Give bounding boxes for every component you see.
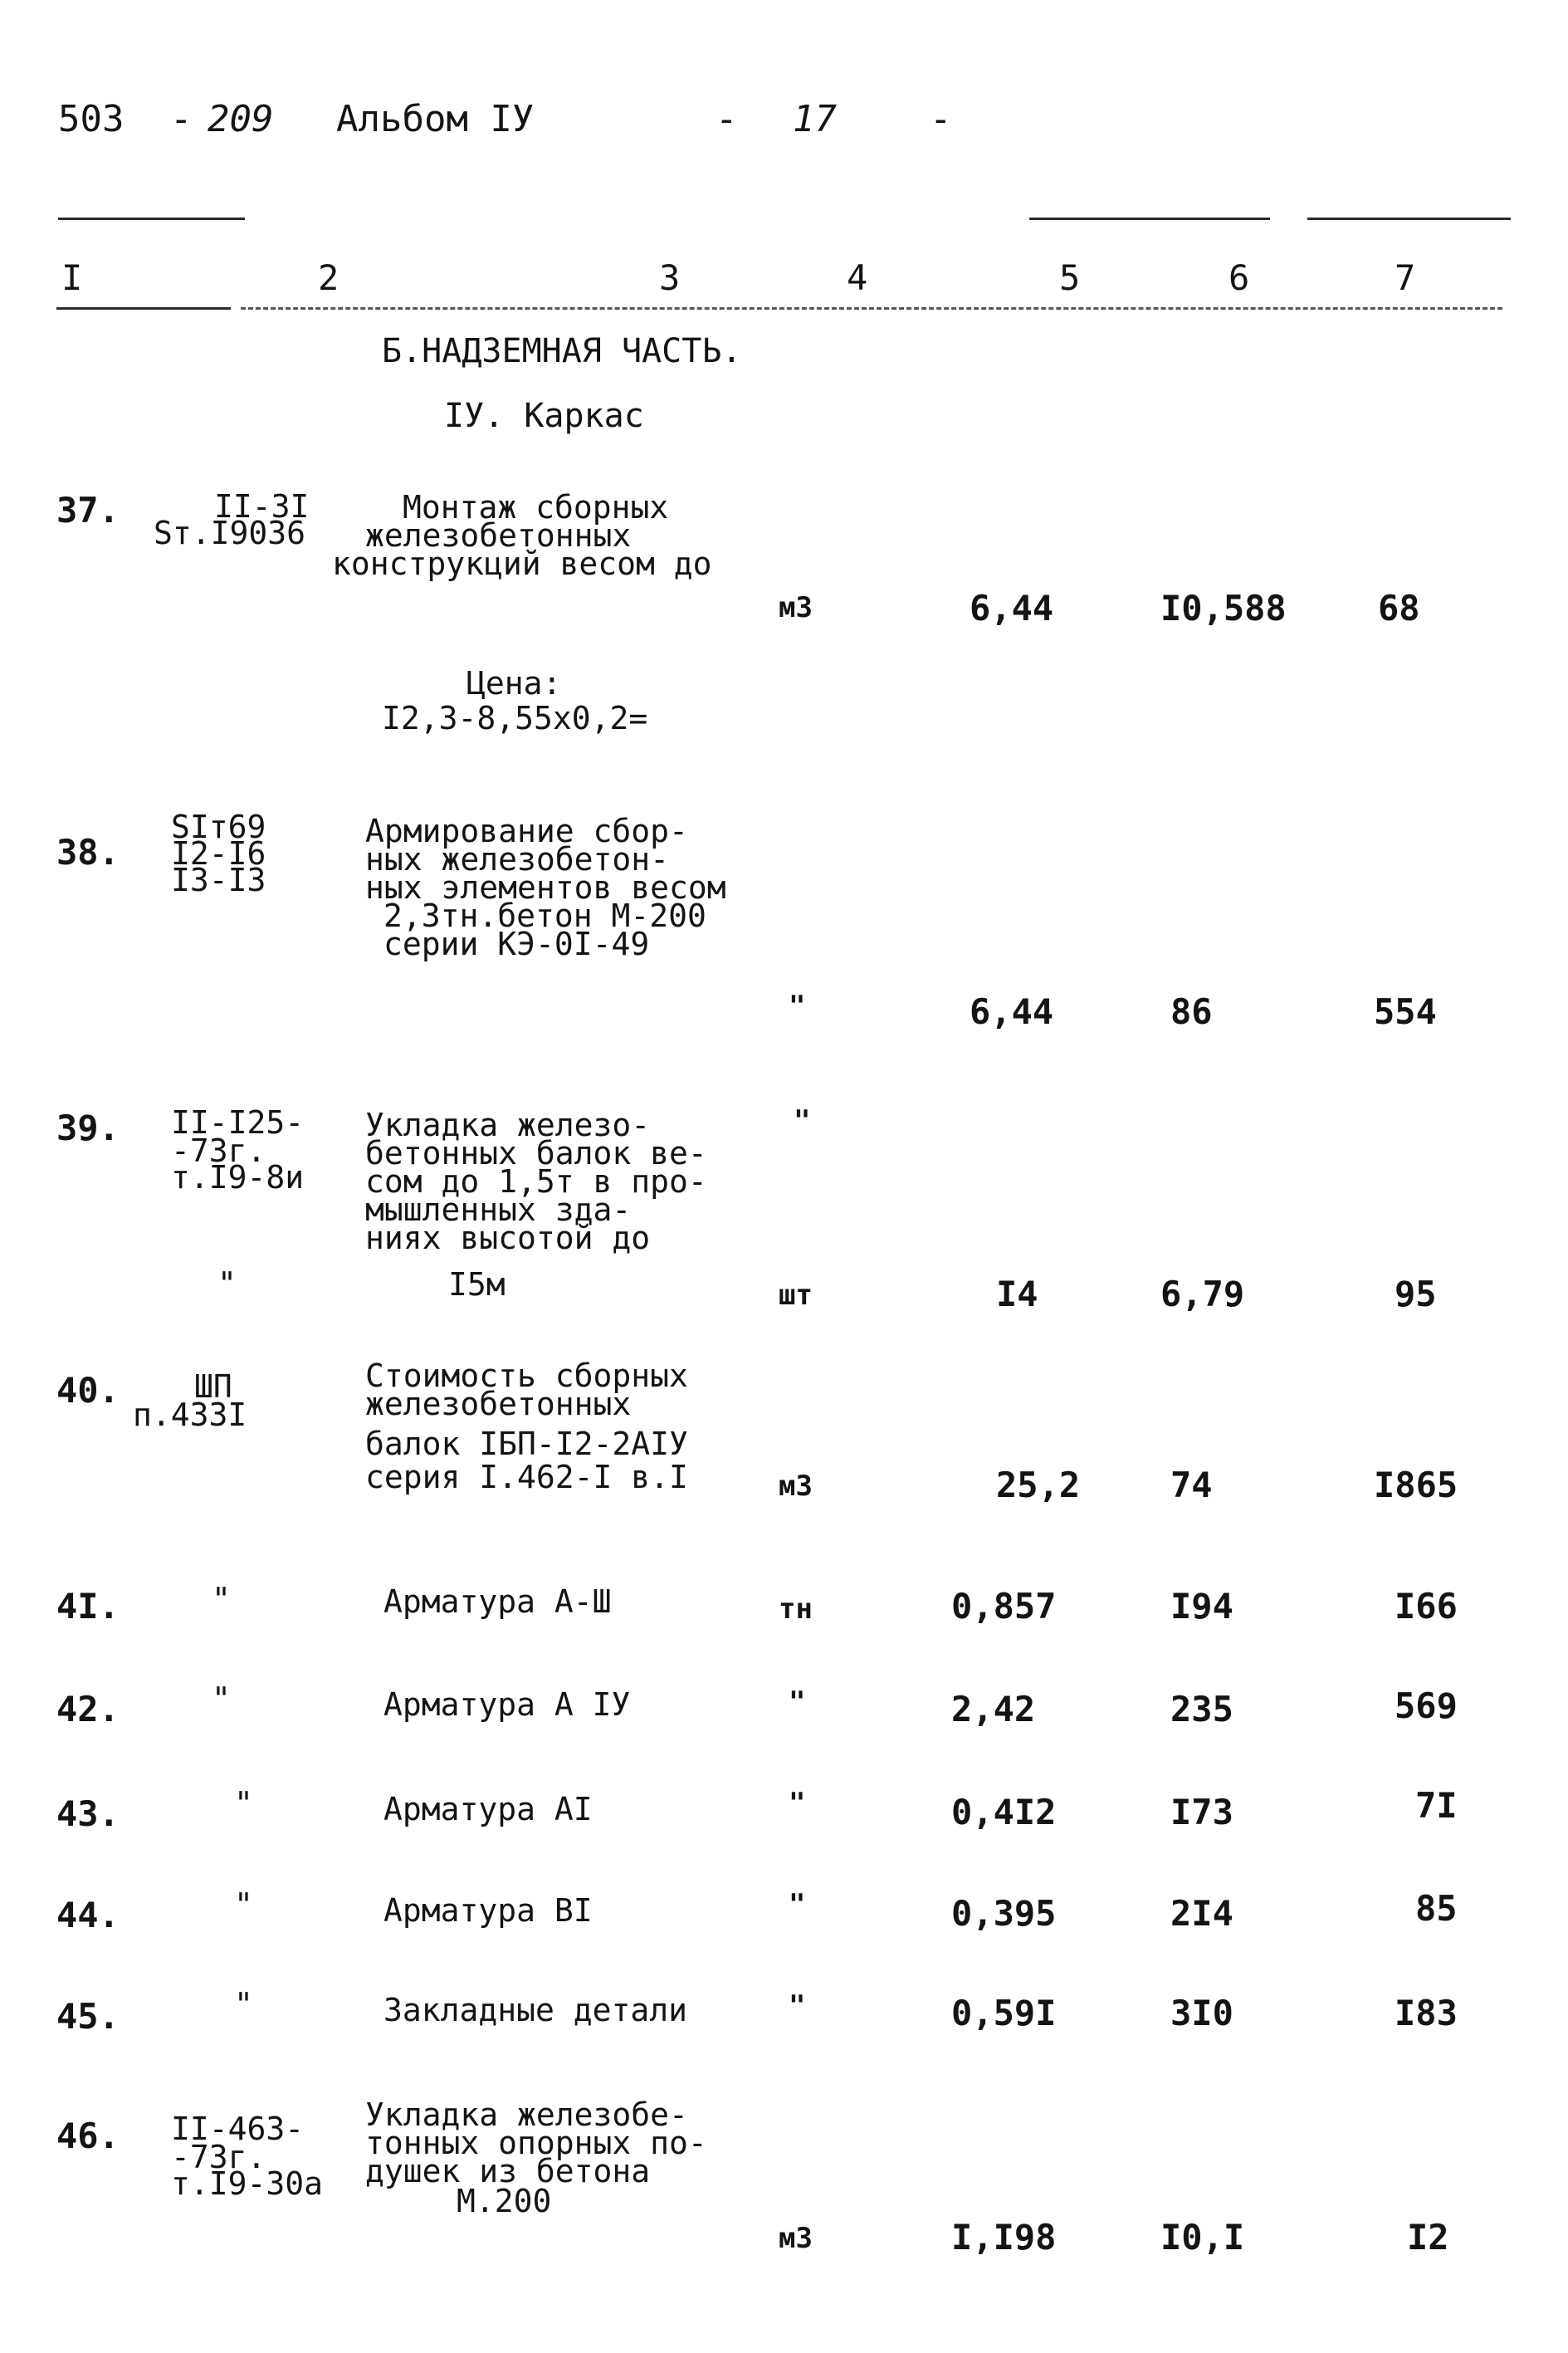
item-description: серии КЭ-0I-49 xyxy=(383,926,650,962)
unit-price: 235 xyxy=(1170,1689,1233,1729)
unit: " xyxy=(794,1104,811,1137)
column-number: 7 xyxy=(1395,257,1416,298)
column-number: 2 xyxy=(318,257,339,298)
table-top-rule xyxy=(58,218,245,220)
row-number: 40. xyxy=(56,1370,120,1411)
quantity: 2,42 xyxy=(951,1689,1036,1729)
item-description: Стоимость сборных xyxy=(365,1358,688,1394)
item-description: душек из бетона xyxy=(365,2153,651,2189)
series-number: 503 xyxy=(58,98,125,140)
column-number: 5 xyxy=(1059,257,1081,298)
norm-code: п.433I xyxy=(133,1397,247,1433)
item-description: Закладные детали xyxy=(383,1992,688,2028)
series-code: 209 xyxy=(208,98,274,140)
item-description: ных элементов весом xyxy=(365,869,726,906)
norm-code: т.I9-8и xyxy=(171,1159,305,1196)
item-description: Арматура А IУ xyxy=(383,1686,631,1723)
column-number: 6 xyxy=(1229,257,1250,298)
item-description: железобетонных xyxy=(365,517,632,554)
item-description: балок IБП-I2-2AIУ xyxy=(365,1426,688,1462)
section-title: Б.НАДЗЕМНАЯ ЧАСТЬ. xyxy=(382,332,742,370)
unit-price: 86 xyxy=(1170,991,1213,1032)
item-description: железобетонных xyxy=(365,1386,632,1422)
item-description: Армирование сбор- xyxy=(365,813,688,849)
unit-price: I94 xyxy=(1170,1586,1233,1627)
unit: " xyxy=(789,1685,806,1719)
unit: м3 xyxy=(779,591,813,624)
unit: " xyxy=(789,1888,806,1921)
norm-code: " xyxy=(212,1581,231,1617)
unit: " xyxy=(789,990,806,1023)
row-number: 44. xyxy=(56,1895,120,1935)
norm-code: " xyxy=(217,1265,237,1302)
unit: м3 xyxy=(779,2222,813,2255)
norm-code: I3-I3 xyxy=(171,862,266,898)
row-number: 39. xyxy=(56,1108,120,1148)
item-description: серия I.462-I в.I xyxy=(365,1459,688,1495)
unit: м3 xyxy=(779,1470,813,1503)
unit-price: 3I0 xyxy=(1170,1993,1233,2033)
quantity: 0,395 xyxy=(951,1893,1057,1934)
row-number: 4I. xyxy=(56,1586,120,1627)
norm-code: II-463- xyxy=(171,2111,305,2147)
unit-price: 6,79 xyxy=(1160,1274,1245,1314)
quantity: I,I98 xyxy=(951,2217,1057,2258)
price-note: Цена: xyxy=(466,665,562,702)
norm-code: " xyxy=(212,1680,231,1717)
total-cost: 95 xyxy=(1395,1274,1437,1314)
unit-price: I73 xyxy=(1170,1792,1233,1832)
item-description: бетонных балок ве- xyxy=(365,1135,707,1172)
quantity: 6,44 xyxy=(970,991,1054,1032)
quantity: 0,59I xyxy=(951,1993,1057,2033)
column-header-rule xyxy=(241,307,1502,312)
header-dash: - xyxy=(930,98,952,140)
column-number: I xyxy=(61,257,83,298)
item-description: Укладка железо- xyxy=(365,1107,651,1143)
total-cost: 554 xyxy=(1374,991,1437,1032)
item-description: Арматура АI xyxy=(383,1791,593,1827)
row-number: 38. xyxy=(56,832,120,873)
quantity: 0,4I2 xyxy=(951,1792,1057,1832)
total-cost: 85 xyxy=(1415,1888,1458,1929)
norm-code: Sт.I9036 xyxy=(154,515,306,551)
row-number: 37. xyxy=(56,490,120,531)
row-number: 43. xyxy=(56,1793,120,1834)
column-header-rule xyxy=(56,307,231,310)
item-description: ных железобетон- xyxy=(365,841,670,878)
norm-code: " xyxy=(234,1886,253,1923)
item-description: 2,3тн.бетон М-200 xyxy=(383,898,706,934)
item-description: Арматура ВI xyxy=(383,1892,593,1929)
unit-price: I0,I xyxy=(1160,2217,1245,2258)
norm-code: ШП xyxy=(194,1368,232,1405)
item-description: тонных опорных по- xyxy=(365,2125,707,2161)
total-cost: 7I xyxy=(1415,1785,1458,1826)
price-note: I2,3-8,55х0,2= xyxy=(382,700,648,736)
item-description: Арматура А-Ш xyxy=(383,1583,612,1620)
header-dash: - xyxy=(716,98,738,140)
quantity: 6,44 xyxy=(970,588,1054,629)
unit-price: 74 xyxy=(1170,1465,1213,1505)
norm-code: т.I9-30а xyxy=(171,2165,324,2202)
norm-code: SIт69 xyxy=(171,809,266,845)
total-cost: I83 xyxy=(1395,1993,1458,2033)
row-number: 42. xyxy=(56,1689,120,1729)
table-top-rule xyxy=(1029,218,1270,220)
unit: шт xyxy=(779,1279,813,1312)
item-description: Укладка железобе- xyxy=(365,2096,688,2133)
total-cost: I66 xyxy=(1395,1586,1458,1627)
unit-price: 2I4 xyxy=(1170,1893,1233,1934)
page-number: 17 xyxy=(793,98,837,140)
unit: " xyxy=(789,1787,806,1820)
norm-code: I2-I6 xyxy=(171,835,266,872)
column-number: 4 xyxy=(847,257,868,298)
chapter-title: IУ. Каркас xyxy=(444,397,644,435)
norm-code: II-I25- xyxy=(171,1104,305,1141)
norm-code: " xyxy=(234,1785,253,1822)
item-description: Монтаж сборных xyxy=(403,489,669,526)
table-top-rule xyxy=(1307,218,1511,220)
unit: тн xyxy=(779,1592,813,1626)
row-number: 45. xyxy=(56,1996,120,2037)
norm-code: -73г. xyxy=(171,2139,266,2175)
column-number: 3 xyxy=(659,257,681,298)
unit: " xyxy=(789,1989,806,2023)
item-description: М.200 xyxy=(457,2183,552,2219)
row-number: 46. xyxy=(56,2116,120,2156)
item-description: конструкций весом до xyxy=(332,545,712,582)
item-description: сом до 1,5т в про- xyxy=(365,1163,707,1200)
total-cost: 569 xyxy=(1395,1685,1458,1726)
total-cost: 68 xyxy=(1378,588,1420,629)
total-cost: I2 xyxy=(1407,2217,1449,2258)
item-description: I5м xyxy=(448,1266,506,1303)
unit-price: I0,588 xyxy=(1160,588,1287,629)
norm-code: " xyxy=(234,1986,253,2023)
header-dash: - xyxy=(170,98,193,140)
item-description: ниях высотой до xyxy=(365,1220,651,1256)
norm-code: II-3I xyxy=(214,488,310,525)
total-cost: I865 xyxy=(1374,1465,1458,1505)
album-title: Альбом IУ xyxy=(336,98,535,140)
item-description: мышленных зда- xyxy=(365,1191,632,1228)
quantity: 25,2 xyxy=(996,1465,1081,1505)
norm-code: -73г. xyxy=(171,1132,266,1169)
quantity: 0,857 xyxy=(951,1586,1057,1627)
quantity: I4 xyxy=(996,1274,1038,1314)
